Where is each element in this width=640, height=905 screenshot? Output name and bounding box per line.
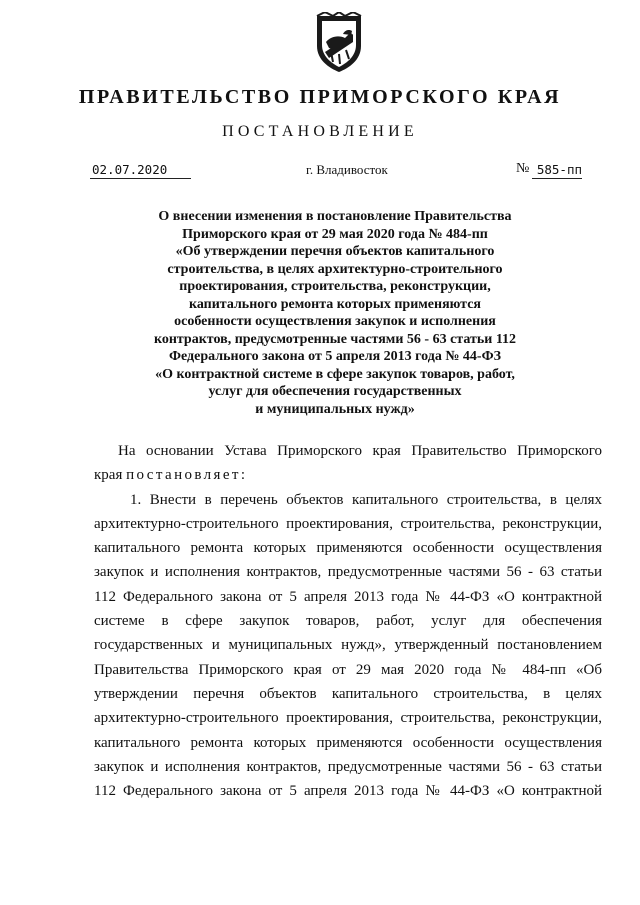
coat-of-arms-tiger-icon [313,12,365,74]
document-city: г. Владивосток [306,162,388,177]
preamble-line [94,463,602,487]
document-date: 02.07.2020 [90,162,191,179]
paragraph-line: 112 Федерального закона от 5 апреля 2013 года № 44-ФЗ «О контрактной [94,588,602,605]
title-line: услуг для обеспечения государственных [208,384,462,399]
title-line: и муниципальных нужд» [255,401,415,417]
paragraph-line: капитального ремонта которых применяются особенности осуществления [94,540,602,557]
document-body [94,439,602,803]
title-line: Федерального закона от 5 апреля 2013 года № 44-ФЗ [168,349,501,364]
paragraph-line: капитального ремонта которых применяются особенности осуществления [94,734,602,751]
title-line: контрактов, предусмотренные частями 56 - 63 статьи 112 [153,331,517,347]
title-line: «О контрактной системе в сфере закупок товаров, работ, [155,366,515,382]
document-type: ПОСТАНОВЛЕНИЕ [222,123,418,140]
document-number: 585-пп [532,162,582,179]
document-title [90,208,580,418]
preamble-text: края [94,467,127,484]
paragraph-line: архитектурно-строительного проектирования, строительства, реконструкции, [94,710,602,727]
paragraph-line: архитектурно-строительного проектирования, строительства, реконструкции, [94,515,602,532]
paragraph-line: Правительства Приморского края от 29 мая 2020 года № 484-пп «Об [94,661,602,678]
title-line: проектирования, строительства, реконструкции, [179,279,491,294]
preamble-line: На основании Устава Приморского края Правительство Приморского [118,443,602,459]
title-line: «Об утверждении перечня объектов капитального [175,244,495,259]
title-line: строительства, в целях архитектурно-строительного [167,261,503,277]
paragraph-line: утверждении перечня объектов капитального строительства, в целях [94,685,602,702]
paragraph-line: 112 Федерального закона от 5 апреля 2013 года № 44-ФЗ «О контрактной [94,783,602,800]
paragraph-line: закупок и исполнения контрактов, предусмотренные частями 56 - 63 статьи [94,758,602,775]
title-line: О внесении изменения в постановление Правительства [158,209,512,224]
paragraph-line: 1. Внести в перечень объектов капитального строительства, в целях [130,491,602,508]
paragraph-line: закупок и исполнения контрактов, предусмотренные частями 56 - 63 статьи [94,564,602,581]
paragraph-line: государственных и муниципальных нужд», утвержденный постановлением [94,637,602,654]
title-line: особенности осуществления закупок и исполнения [174,314,496,329]
resolution-verb: постановляет: [126,467,248,484]
paragraph-line: системе в сфере закупок товаров, работ, услуг для обеспечения [94,613,602,630]
number-label: № [516,161,530,176]
title-line: Приморского края от 29 мая 2020 года № 484-пп [182,226,488,242]
organization-name: ПРАВИТЕЛЬСТВО ПРИМОРСКОГО КРАЯ [78,86,562,108]
title-line: капитального ремонта которых применяются [188,296,482,312]
